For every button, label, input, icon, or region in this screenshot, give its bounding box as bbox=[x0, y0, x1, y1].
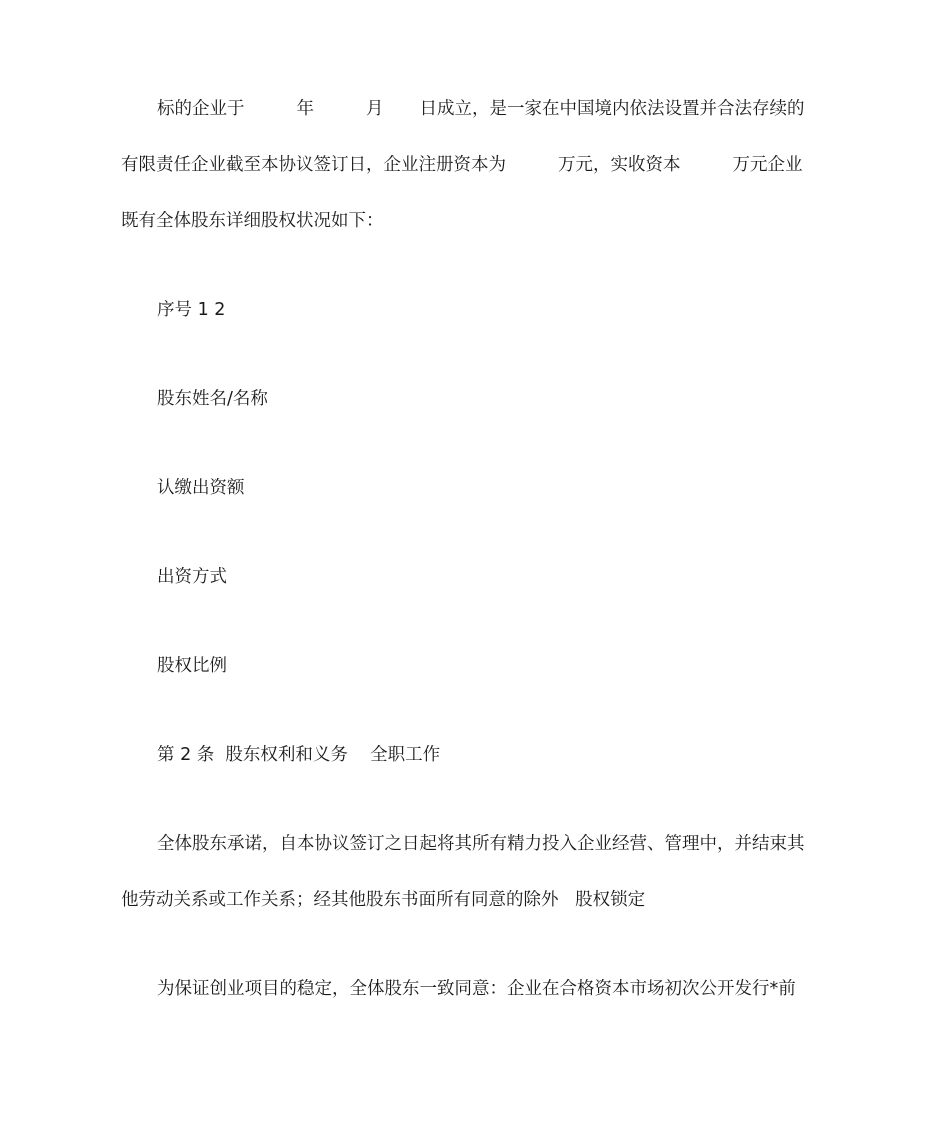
paragraph-1-line-2 bbox=[121, 153, 831, 177]
article-2-heading: 第 2 条 股东权利和义务 全职工作 bbox=[157, 745, 441, 765]
table-label-method: 出资方式 bbox=[157, 567, 227, 587]
paragraph-3-line-1: 为保证创业项目的稳定，全体股东一致同意：企业在合格资本市场初次公开发行*前 bbox=[157, 979, 796, 999]
table-label-subscribed: 认缴出资额 bbox=[157, 478, 245, 498]
paragraph-2-line-1: 全体股东承诺，自本协议签订之日起将其所有精力投入企业经营、管理中，并结束其 bbox=[157, 834, 805, 854]
text-segment: 月 bbox=[366, 99, 384, 119]
paragraph-1-line-1 bbox=[157, 97, 831, 121]
text-segment: 标的企业于 bbox=[157, 99, 245, 119]
table-label-ratio: 股权比例 bbox=[157, 656, 227, 676]
text-segment: 有限责任企业截至本协议签订日，企业注册资本为 bbox=[121, 155, 506, 175]
text-segment: 日成立，是一家在中国境内依法设置并合法存续的 bbox=[419, 99, 805, 119]
paragraph-1-line-3: 既有全体股东详细股权状况如下： bbox=[121, 211, 384, 231]
text-segment: 万元企业 bbox=[732, 155, 803, 175]
text-segment: 万元，实收资本 bbox=[558, 155, 681, 175]
table-label-name: 股东姓名/名称 bbox=[157, 389, 268, 409]
text-segment: 年 bbox=[296, 99, 314, 119]
paragraph-2-line-2: 他劳动关系或工作关系；经其他股东书面所有同意的除外 股权锁定 bbox=[121, 890, 646, 910]
table-label-serial: 序号 1 2 bbox=[157, 300, 226, 320]
